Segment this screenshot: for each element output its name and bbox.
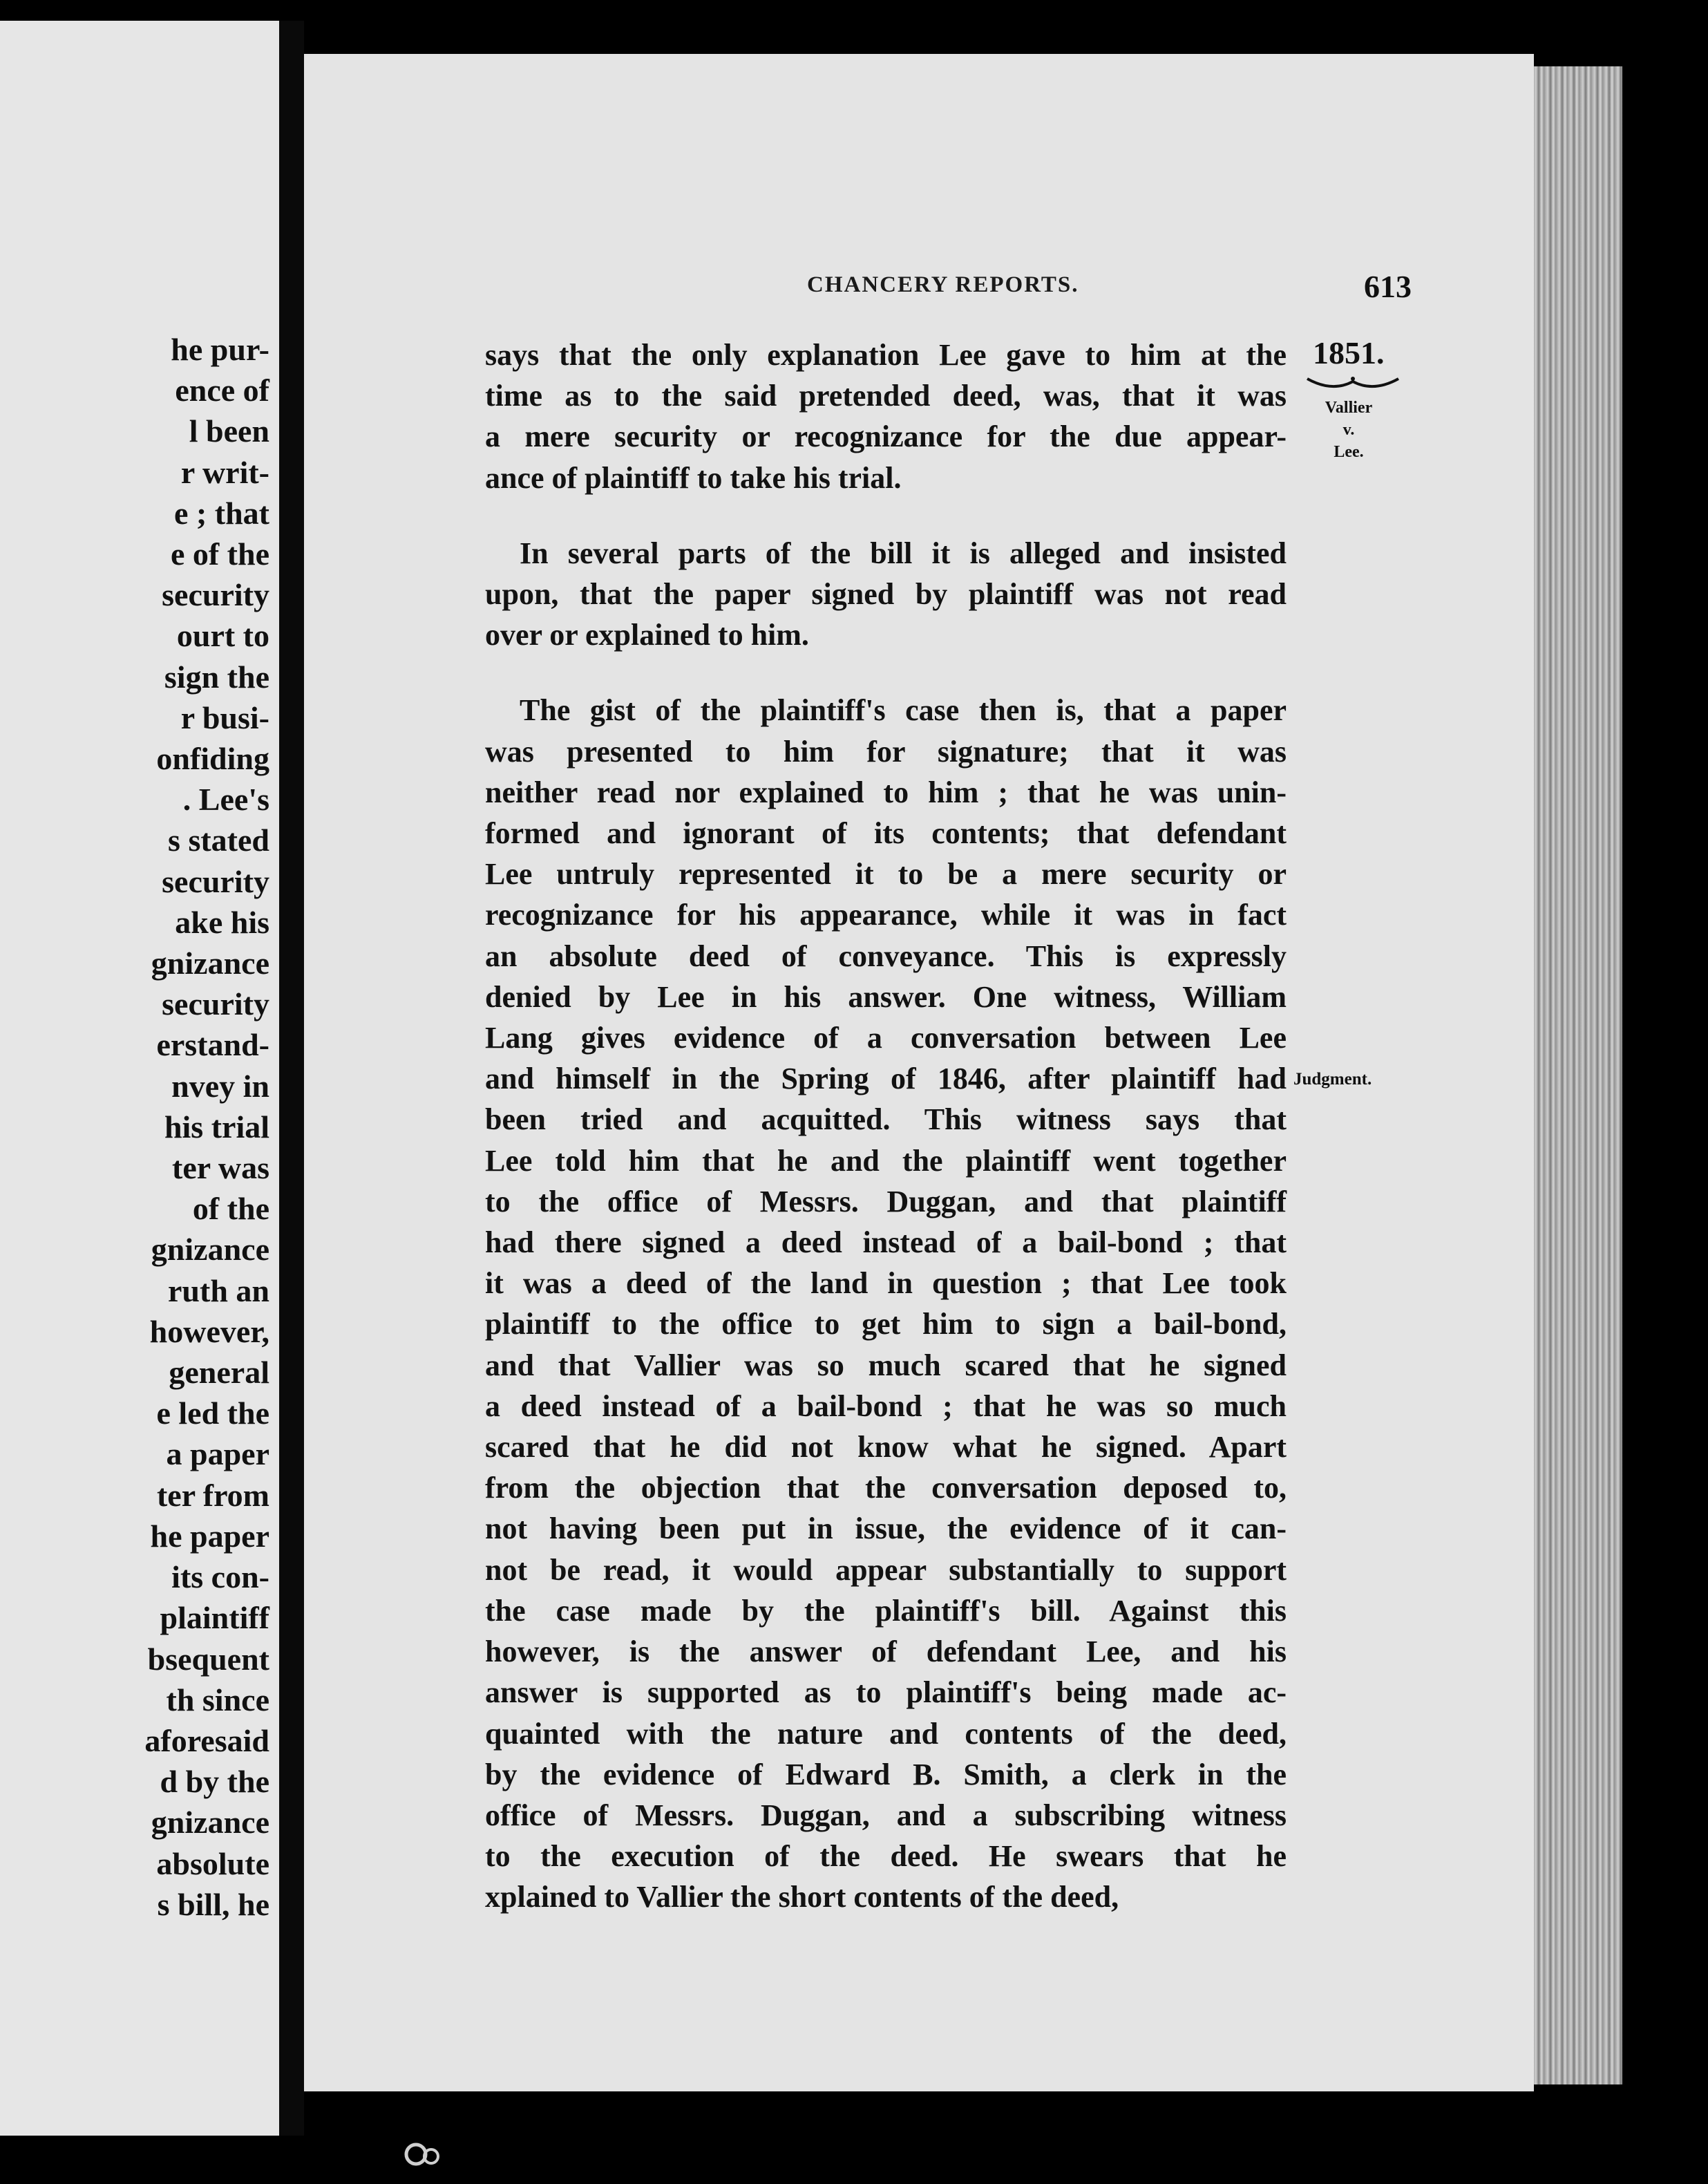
left-page-line: however, [149, 1313, 269, 1349]
text-line: answer is supported as to plaintiff's being made ac- [485, 1675, 1287, 1710]
left-page-line: ourt to [176, 618, 269, 654]
text-line: not be read, it would appear substantially to support [485, 1552, 1287, 1587]
left-page-line: of the [192, 1191, 269, 1227]
text-line: was presented to him for signature; that it was [485, 734, 1287, 769]
book-gutter [279, 21, 304, 2136]
text-line: not having been put in issue, the evidence of it can- [485, 1512, 1287, 1546]
text-line: over or explained to him. [485, 618, 809, 652]
text-line: recognizance for his appearance, while it was in fact [485, 898, 1287, 932]
paragraph-3 [485, 690, 1287, 1917]
case-versus: v. [1342, 421, 1355, 439]
text-line: it was a deed of the land in question ; that Lee took [485, 1266, 1287, 1301]
text-line: time as to the said pretended deed, was, that it was [485, 379, 1287, 413]
left-page-line: l been [189, 413, 269, 449]
text-line: Lee untruly represented it to be a mere security or [485, 857, 1287, 892]
text-line: The gist of the plaintiff's case then is, that a paper [520, 693, 1287, 728]
margin-case-name [1307, 397, 1390, 463]
text-line: Lee told him that he and the plaintiff went together [485, 1143, 1287, 1178]
page-number: 613 [1364, 269, 1412, 304]
library-stamp-icon [395, 2137, 450, 2172]
left-page-line: he pur- [171, 332, 269, 367]
text-line: denied by Lee in his answer. One witness, William [485, 979, 1287, 1014]
left-page-line: onfiding [156, 741, 269, 777]
left-page-line: nvey in [171, 1068, 269, 1104]
text-line: xplained to Vallier the short contents of the deed, [485, 1880, 1119, 1914]
left-page-line: e led the [156, 1395, 269, 1431]
left-page-line: security [162, 577, 269, 613]
text-line: and that Vallier was so much scared that he signed [485, 1348, 1287, 1382]
left-page-line: a paper [166, 1436, 269, 1472]
left-page-line: ake his [175, 904, 269, 940]
left-page-line: security [162, 863, 269, 899]
text-line: a mere security or recognizance for the due appear- [485, 420, 1287, 454]
text-line: to the execution of the deed. He swears that he [485, 1839, 1287, 1874]
text-line: upon, that the paper signed by plaintiff was not read [485, 577, 1287, 612]
text-line: neither read nor explained to him ; that he was unin- [485, 775, 1287, 809]
margin-judgment: Judgment. [1293, 1070, 1372, 1089]
left-page-line: d by the [160, 1764, 269, 1800]
left-page-line: gnizance [151, 1232, 269, 1268]
left-page-line: absolute [156, 1845, 269, 1881]
left-page-text [0, 329, 269, 1925]
left-page-line: gnizance [151, 945, 269, 981]
left-page-line: plaintiff [160, 1600, 269, 1636]
left-page-line: ence of [175, 373, 269, 408]
text-line: office of Messrs. Duggan, and a subscribing witness [485, 1798, 1287, 1832]
left-page-line: its con- [171, 1559, 269, 1595]
left-page-line: th since [166, 1682, 269, 1717]
left-page-line: sign the [164, 659, 269, 695]
left-page-line: s stated [168, 822, 269, 858]
left-page-line: ruth an [168, 1272, 269, 1308]
text-line: In several parts of the bill it is alleged and insisted [520, 536, 1287, 570]
case-party-2: Lee. [1334, 443, 1364, 461]
text-line: says that the only explanation Lee gave to him at the [485, 338, 1287, 372]
left-page-line: e ; that [174, 495, 269, 531]
text-line: and himself in the Spring of 1846, after plaintiff had [485, 1062, 1287, 1096]
left-page-line: aforesaid [144, 1722, 269, 1758]
body-text [485, 335, 1287, 1918]
text-line: ance of plaintiff to take his trial. [485, 460, 902, 495]
case-party-1: Vallier [1325, 399, 1373, 417]
margin-year: 1851. [1313, 335, 1385, 370]
left-page-line: . Lee's [182, 782, 269, 818]
left-page-line: s bill, he [157, 1886, 269, 1922]
text-line: plaintiff to the office to get him to sign a bail-bond, [485, 1307, 1287, 1342]
left-page-line: general [169, 1355, 269, 1391]
text-line: from the objection that the conversation deposed to, [485, 1471, 1287, 1505]
left-page-line: r busi- [180, 699, 269, 735]
text-line: been tried and acquitted. This witness says that [485, 1102, 1287, 1137]
left-page-line: bsequent [147, 1641, 269, 1677]
left-page-line: his trial [164, 1109, 269, 1145]
left-page-line: r writ- [180, 454, 269, 490]
text-line: to the office of Messrs. Duggan, and that plaintiff [485, 1184, 1287, 1218]
text-line: by the evidence of Edward B. Smith, a clerk in the [485, 1757, 1287, 1791]
text-line: the case made by the plaintiff's bill. Against this [485, 1593, 1287, 1628]
paragraph-2 [485, 533, 1287, 656]
paragraph-1 [485, 335, 1287, 498]
text-line: had there signed a deed instead of a bail-bond ; that [485, 1225, 1287, 1260]
running-head: CHANCERY REPORTS. [807, 272, 1079, 297]
text-line: formed and ignorant of its contents; that defendant [485, 816, 1287, 851]
left-page-line: gnizance [151, 1805, 269, 1841]
left-page-line: ter was [172, 1150, 269, 1186]
text-line: Lang gives evidence of a conversation between Lee [485, 1021, 1287, 1055]
left-page-line: security [162, 986, 269, 1022]
left-page-line: ter from [156, 1477, 269, 1513]
left-page-line: e of the [170, 536, 269, 572]
text-line: an absolute deed of conveyance. This is expressly [485, 939, 1287, 973]
left-page-line: erstand- [156, 1027, 269, 1063]
text-line: however, is the answer of defendant Lee, and his [485, 1635, 1287, 1669]
page-edges [1533, 66, 1622, 2084]
text-line: quainted with the nature and contents of the deed, [485, 1716, 1287, 1751]
left-page-line: he paper [150, 1518, 269, 1554]
text-line: scared that he did not know what he signed. Apart [485, 1430, 1287, 1465]
text-line: a deed instead of a bail-bond ; that he was so much [485, 1388, 1287, 1423]
left-facing-page [0, 21, 279, 2136]
